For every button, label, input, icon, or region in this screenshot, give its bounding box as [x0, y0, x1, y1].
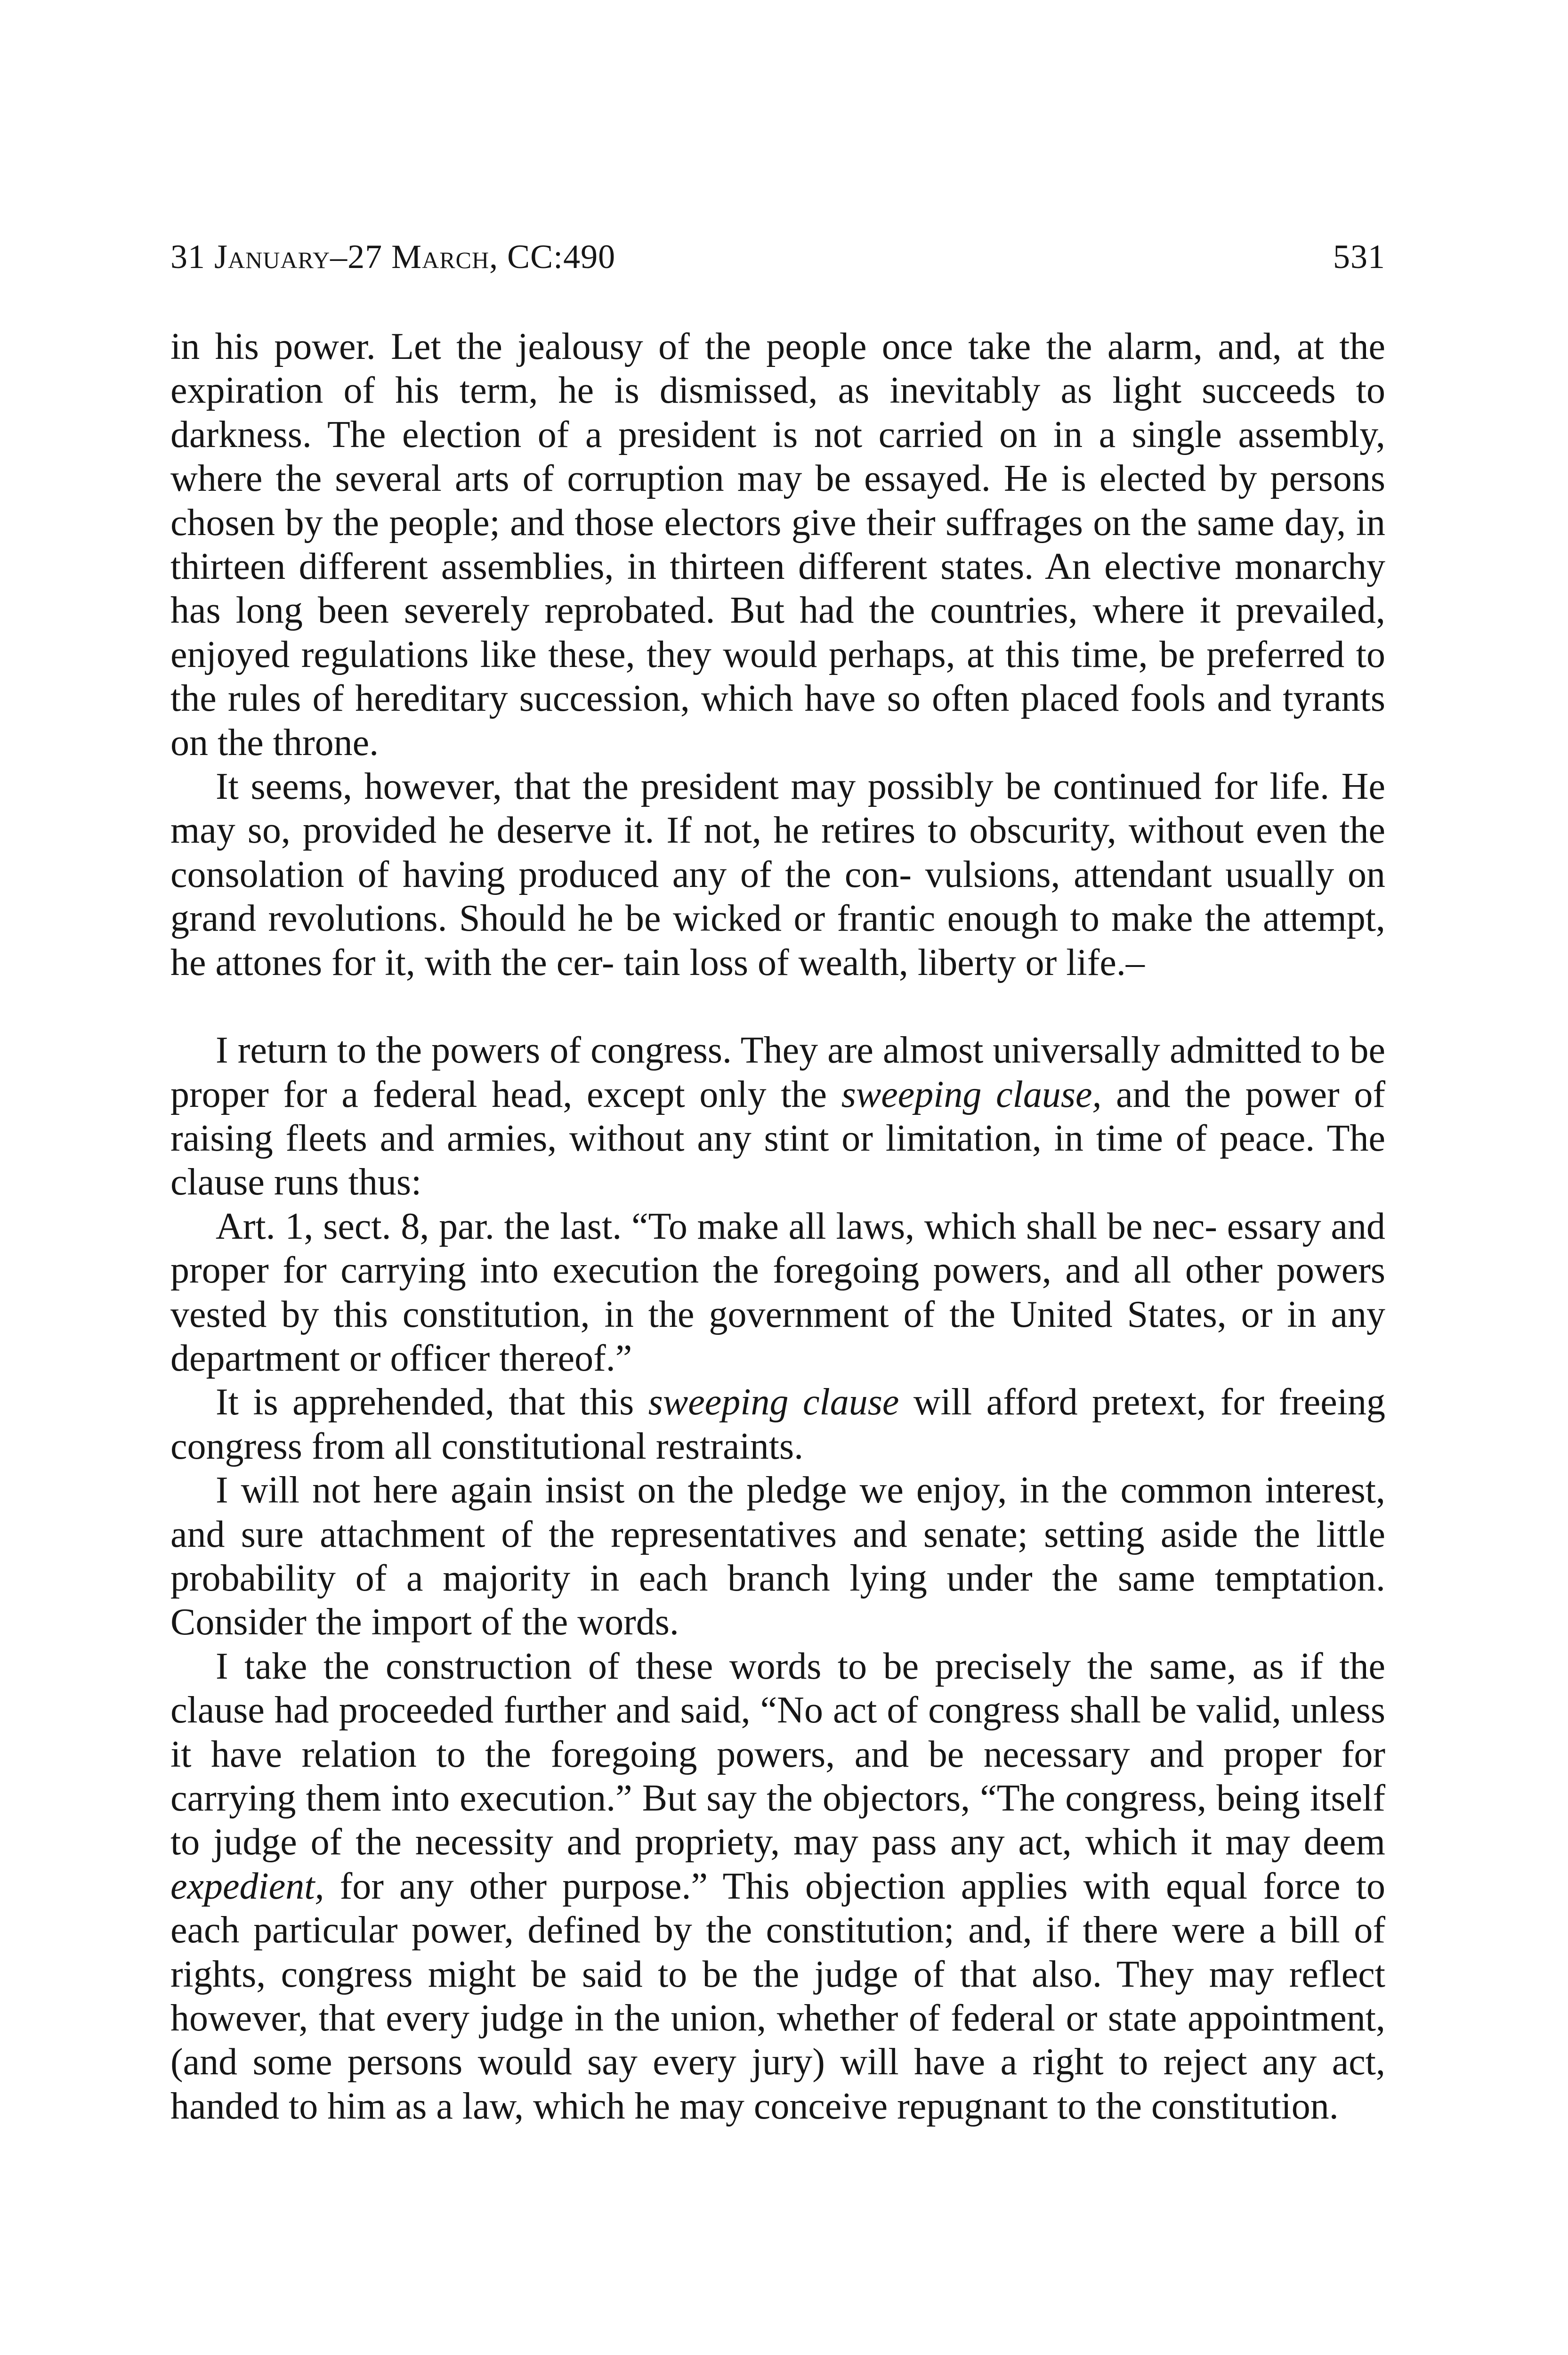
- text-line: the rules of hereditary succession, which have so often placed fools and: [170, 678, 1272, 720]
- section-break: [170, 985, 1385, 1029]
- text-line: tyrants on the throne.: [170, 678, 1385, 763]
- text-line: I return to the powers of congress. They are almost universally: [216, 1030, 1160, 1072]
- text-line: or frantic enough to make the attempt, he attones for it, with the cer-: [170, 898, 1386, 983]
- text-line: “The congress, being itself to judge of the necessity and propriety, may: [170, 1778, 1386, 1863]
- paragraph-1: [170, 325, 1385, 765]
- text-line: It seems, however, that the president may possibly be continued for: [216, 766, 1258, 808]
- text-line: reprobated. But had the countries, where it prevailed, enjoyed: [170, 590, 1385, 675]
- text-line: freeing congress from all constitutional restraints.: [170, 1381, 1386, 1467]
- page-number: 531: [1333, 238, 1385, 276]
- text-line: same temptation. Consider the import of the words.: [170, 1557, 1386, 1643]
- text-line: life. He may so, provided he deserve it. If not, he retires to obscurity,: [170, 766, 1386, 852]
- text-line: limitation, in time of peace. The clause runs thus:: [170, 1117, 1386, 1203]
- italic-term: sweeping clause: [648, 1381, 899, 1423]
- text-line: vulsions, attendant usually on grand revolutions. Should he be wicked: [170, 853, 1386, 940]
- text-line: their suffrages on the same day, in thirteen different assemblies, in: [170, 502, 1385, 588]
- text-line: succeeds to darkness. The election of a president is not carried on in a: [170, 370, 1386, 455]
- text-line: said to be the judge of that also. They may reflect however, that every: [170, 1953, 1385, 2039]
- text-line: He is elected by persons chosen by the people; and those electors give: [170, 458, 1385, 544]
- paragraph-3: [170, 1029, 1385, 1205]
- text-line: and the power of raising fleets and armies, without any stint or: [170, 1073, 1385, 1159]
- running-head-date-range: 31 January–27 March, CC:490: [170, 238, 616, 276]
- text-line: the clause had proceeded further and said, “No act of congress shall be: [170, 1645, 1386, 1731]
- italic-term: clause,: [996, 1073, 1102, 1115]
- text-line: essary and proper for carrying into execution the foregoing powers,: [170, 1205, 1385, 1291]
- text-line: persons would say every jury) will have a right to reject any act, handed: [170, 2041, 1385, 2127]
- text-line: the constitution; and, if there were a bill of rights, congress might be: [170, 1909, 1386, 1995]
- text-line: the United States, or in any department or officer thereof.”: [170, 1293, 1386, 1379]
- paragraph-4-quoted-clause: [170, 1205, 1385, 1381]
- text-line: Art. 1, sect. 8, par. the last. “To make all laws, which shall be nec-: [216, 1205, 1217, 1247]
- text-line: interest, and sure attachment of the representatives and senate; setting: [170, 1470, 1385, 1555]
- body-text: [170, 325, 1385, 2128]
- paragraph-7: [170, 1645, 1385, 2128]
- text-line: valid, unless it have relation to the foregoing powers, and be necessary: [170, 1689, 1386, 1775]
- text-line: I take the construction of these words to be precisely the same, as if: [216, 1645, 1323, 1687]
- text-line: single assembly, where the several arts of corruption may be essayed.: [170, 414, 1386, 500]
- text-line: in his power. Let the jealousy of the people once take the alarm, and, at: [170, 326, 1324, 367]
- running-head: [170, 228, 1385, 285]
- paragraph-5: [170, 1381, 1385, 1469]
- text-line: will afford pretext, for: [913, 1381, 1265, 1423]
- text-line: and all other powers vested by this constitution, in the government of: [170, 1250, 1386, 1335]
- text-line: without even the consolation of having produced any of the con-: [170, 810, 1386, 895]
- text-line: I will not here again insist on the pledge we enjoy, in the common: [216, 1470, 1253, 1511]
- text-line: judge in the union, whether of federal or state appointment, (and some: [170, 1998, 1385, 2083]
- text-line: and proper for carrying them into execution.” But say the objectors,: [170, 1733, 1386, 1819]
- text-line: tain loss of wealth, liberty or life.–: [623, 942, 1145, 983]
- text-line: admitted to be proper for a federal head, except only the: [170, 1030, 1386, 1115]
- text-line: thirteen different states. An elective monarchy has long been severely: [170, 546, 1386, 632]
- paragraph-6: [170, 1469, 1385, 1645]
- text-line: It is apprehended, that this: [216, 1381, 634, 1423]
- text-line: regulations like these, they would perhaps, at this time, be preferred to: [301, 633, 1386, 675]
- text-line: objection applies with equal force to each particular power, defined by: [170, 1865, 1386, 1951]
- text-line: aside the little probability of a majority in each branch lying under the: [170, 1513, 1386, 1599]
- text-line: for any other purpose.” This: [339, 1865, 790, 1907]
- text-line: pass any act, which it may deem: [872, 1821, 1386, 1863]
- italic-term: sweeping: [841, 1073, 982, 1115]
- italic-term: expedient,: [170, 1865, 324, 1907]
- text-line: the expiration of his term, he is dismissed, as inevitably as light: [170, 326, 1386, 412]
- paragraph-2: [170, 765, 1385, 985]
- text-line: to him as a law, which he may conceive repugnant to the constitution.: [289, 2085, 1339, 2127]
